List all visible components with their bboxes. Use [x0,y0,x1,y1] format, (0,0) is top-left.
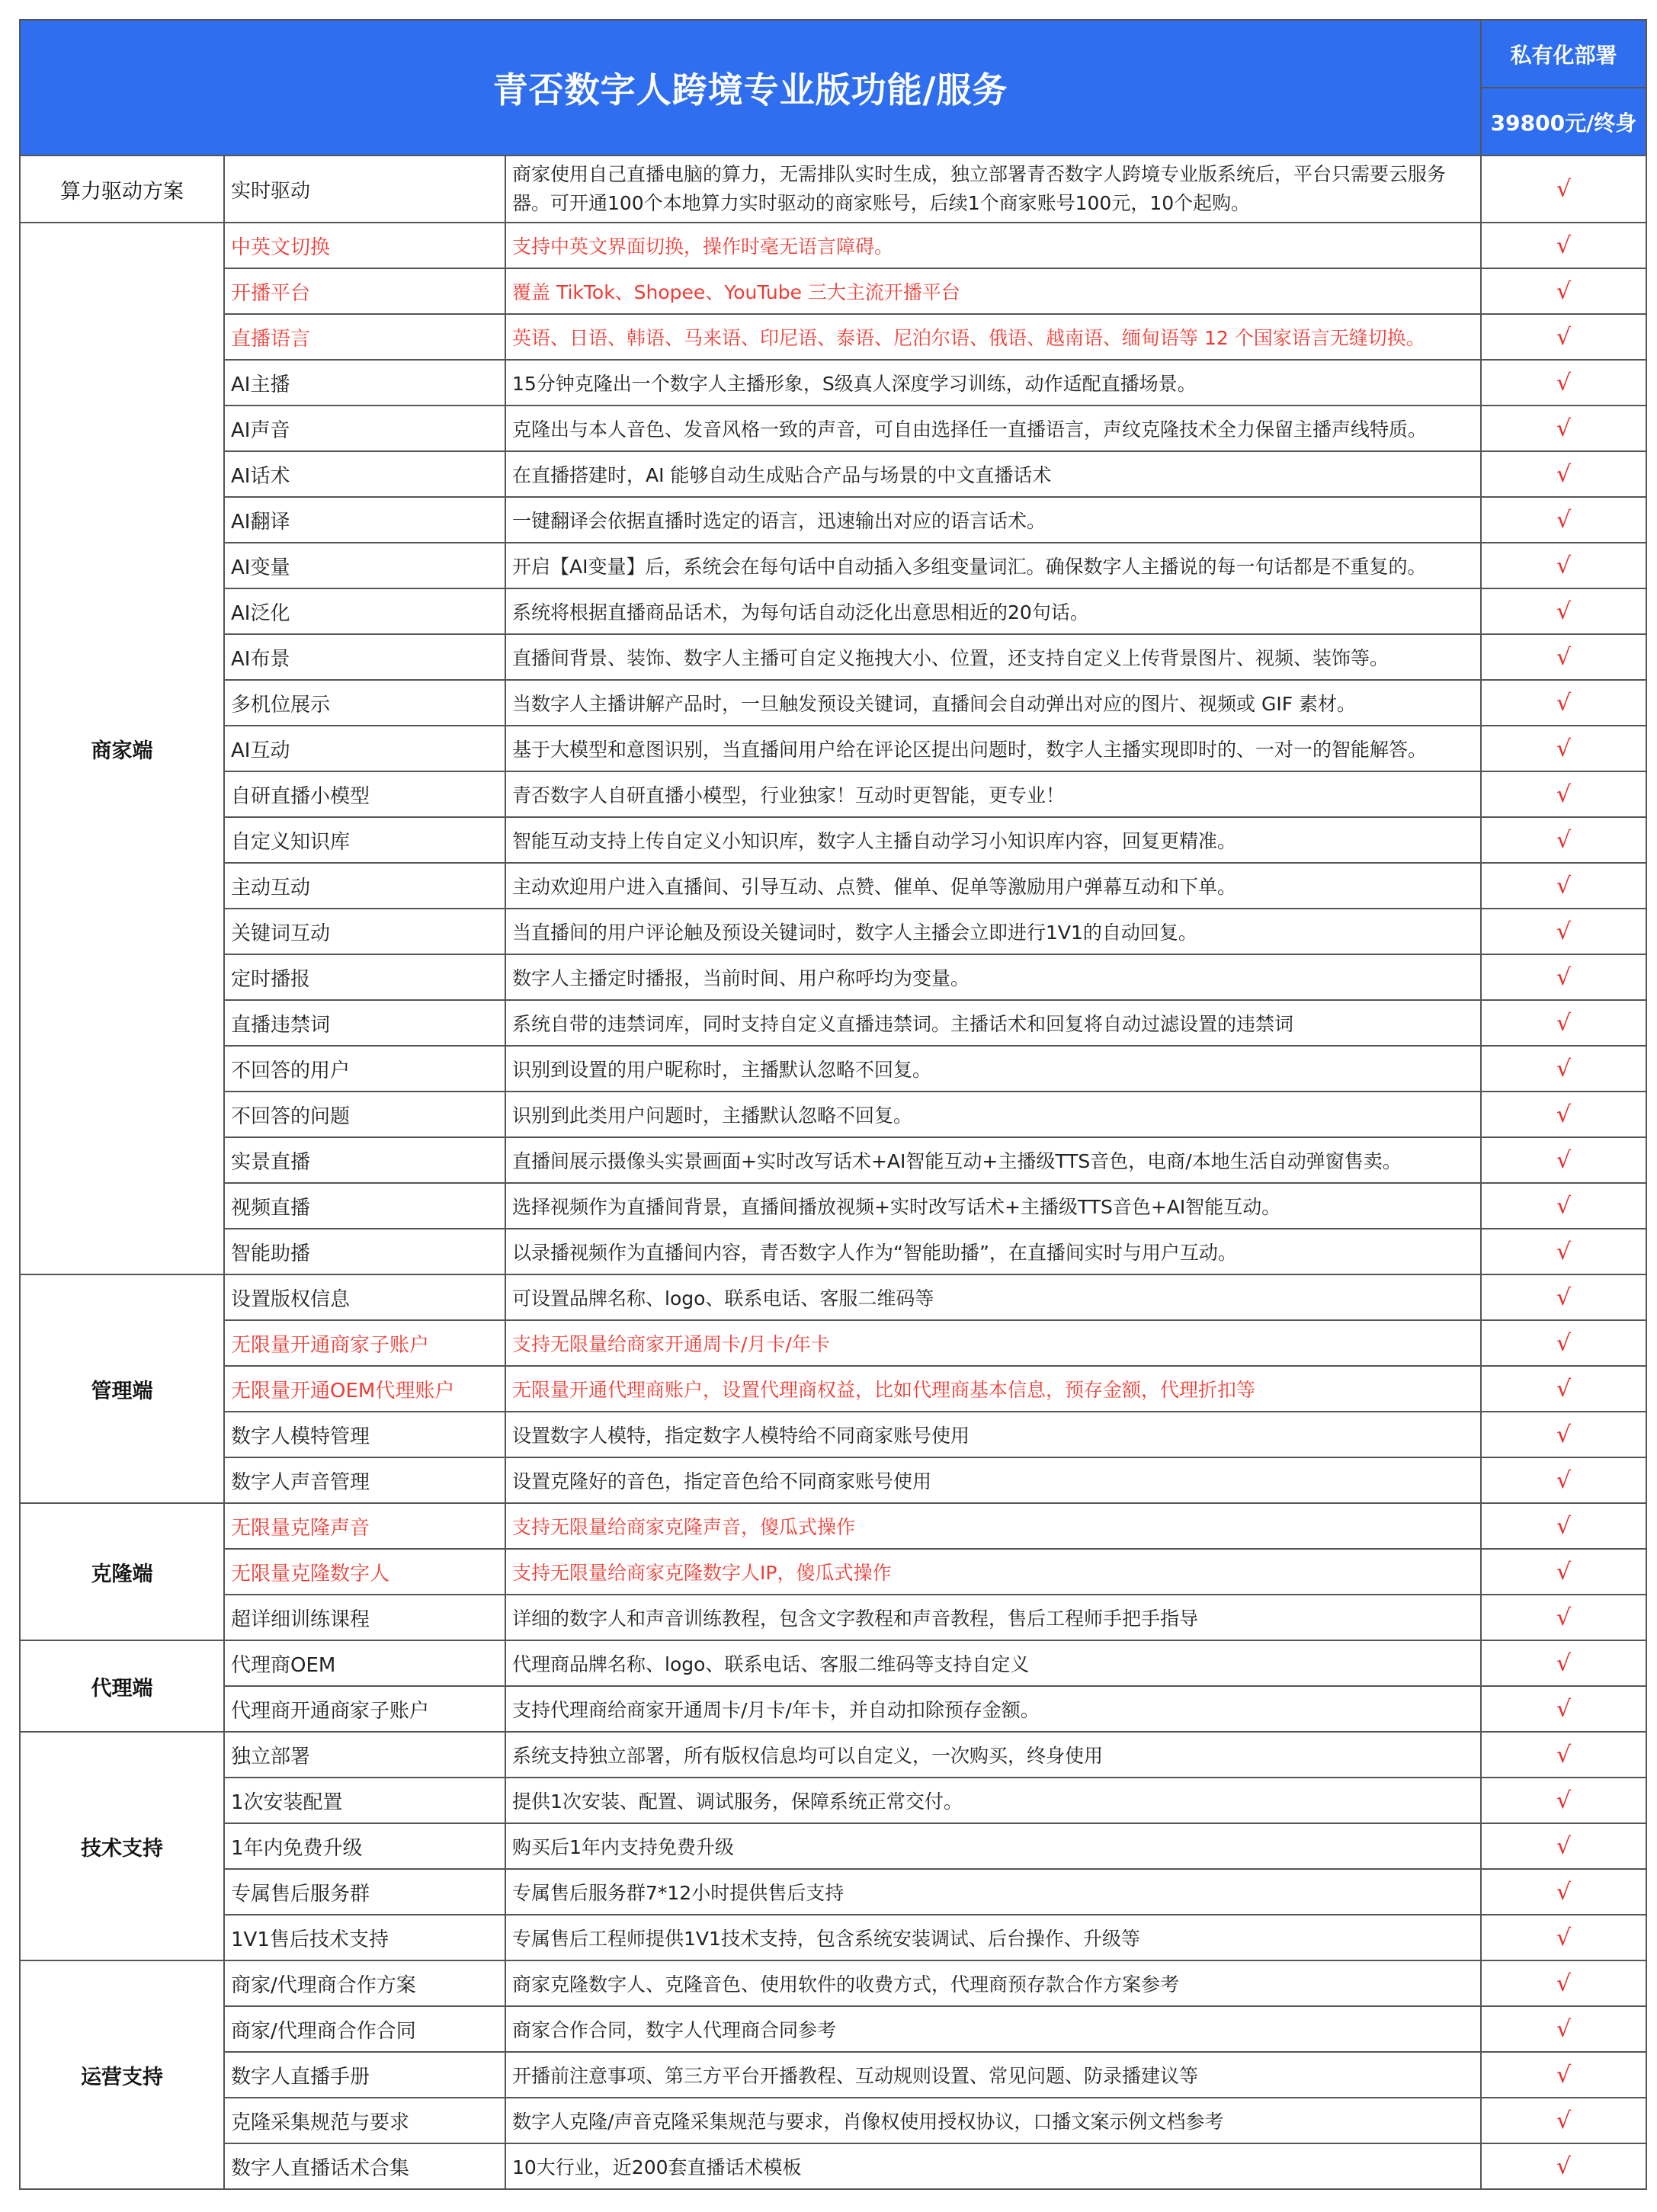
feature-name: 定时播报 [224,954,505,1000]
checkmark-icon: √ [1481,1686,1646,1732]
table-row [20,1869,1646,1915]
table-row [20,223,1646,268]
feature-description: 主动欢迎用户进入直播间、引导互动、点赞、催单、促单等激励用户弹幕互动和下单。 [505,863,1481,909]
feature-name: 直播违禁词 [224,1000,505,1046]
checkmark-icon: √ [1481,1503,1646,1549]
feature-name: 无限量开通商家子账户 [224,1320,505,1366]
feature-description: 支持无限量给商家克隆数字人IP，傻瓜式操作 [505,1549,1481,1595]
feature-name: 独立部署 [224,1732,505,1778]
feature-description: 专属售后工程师提供1V1技术支持，包含系统安装调试、后台操作、升级等 [505,1915,1481,1960]
feature-name: 数字人直播话术合集 [224,2143,505,2189]
checkmark-icon: √ [1481,1778,1646,1823]
feature-name: AI布景 [224,634,505,680]
feature-name: AI翻译 [224,497,505,543]
section-category: 运营支持 [20,1960,224,2189]
feature-description: 15分钟克隆出一个数字人主播形象，S级真人深度学习训练，动作适配直播场景。 [505,360,1481,406]
table-row [20,1686,1646,1732]
table-row [20,1503,1646,1549]
feature-description: 开启【AI变量】后，系统会在每句话中自动插入多组变量词汇。确保数字人主播说的每一句话都是不重复的。 [505,543,1481,588]
checkmark-icon: √ [1481,2143,1646,2189]
checkmark-icon: √ [1481,954,1646,1000]
feature-description: 克隆出与本人音色、发音风格一致的声音，可自由选择任一直播语言，声纹克隆技术全力保留主播声线特质。 [505,406,1481,451]
feature-name: 设置版权信息 [224,1274,505,1320]
feature-description: 支持无限量给商家开通周卡/月卡/年卡 [505,1320,1481,1366]
feature-description: 系统将根据直播商品话术，为每句话自动泛化出意思相近的20句话。 [505,588,1481,634]
feature-name: 无限量开通OEM代理账户 [224,1366,505,1412]
table-row [20,1778,1646,1823]
feature-description: 支持中英文界面切换，操作时毫无语言障碍。 [505,223,1481,268]
table-row [20,634,1646,680]
table-row [20,863,1646,909]
checkmark-icon: √ [1481,451,1646,497]
table-row [20,771,1646,817]
feature-description: 以录播视频作为直播间内容，青否数字人作为“智能助播”，在直播间实时与用户互动。 [505,1229,1481,1274]
table-row [20,817,1646,863]
checkmark-icon: √ [1481,1183,1646,1229]
feature-description: 购买后1年内支持免费升级 [505,1823,1481,1869]
table-row [20,2006,1646,2052]
section-category: 技术支持 [20,1732,224,1960]
table-row [20,406,1646,451]
checkmark-icon: √ [1481,360,1646,406]
feature-description: 系统自带的违禁词库，同时支持自定义直播违禁词。主播话术和回复将自动过滤设置的违禁词 [505,1000,1481,1046]
checkmark-icon: √ [1481,314,1646,360]
checkmark-icon: √ [1481,223,1646,268]
feature-description: 专属售后服务群7*12小时提供售后支持 [505,1869,1481,1915]
checkmark-icon: √ [1481,680,1646,726]
feature-name: 商家/代理商合作合同 [224,2006,505,2052]
table-row [20,543,1646,588]
table-row [20,726,1646,771]
checkmark-icon: √ [1481,1000,1646,1046]
feature-description: 数字人主播定时播报，当前时间、用户称呼均为变量。 [505,954,1481,1000]
feature-name: AI互动 [224,726,505,771]
feature-name: 实景直播 [224,1137,505,1183]
feature-name: 专属售后服务群 [224,1869,505,1915]
feature-name: AI泛化 [224,588,505,634]
checkmark-icon: √ [1481,155,1646,223]
feature-name: AI变量 [224,543,505,588]
table-row [20,497,1646,543]
checkmark-icon: √ [1481,1823,1646,1869]
feature-name: 无限量克隆声音 [224,1503,505,1549]
checkmark-icon: √ [1481,1869,1646,1915]
table-row [20,2143,1646,2189]
checkmark-icon: √ [1481,1137,1646,1183]
page-title: 青否数字人跨境专业版功能/服务 [20,20,1481,155]
feature-name: 不回答的问题 [224,1092,505,1137]
feature-name: 中英文切换 [224,223,505,268]
feature-name: 直播语言 [224,314,505,360]
feature-description: 当直播间的用户评论触及预设关键词时，数字人主播会立即进行1V1的自动回复。 [505,909,1481,954]
table-row [20,2098,1646,2143]
checkmark-icon: √ [1481,1092,1646,1137]
table-row [20,1229,1646,1274]
checkmark-icon: √ [1481,771,1646,817]
checkmark-icon: √ [1481,406,1646,451]
feature-description: 一键翻译会依据直播时选定的语言，迅速输出对应的语言话术。 [505,497,1481,543]
feature-description: 直播间展示摄像头实景画面+实时改写话术+AI智能互动+主播级TTS音色，电商/本地生活自动弹窗售卖。 [505,1137,1481,1183]
feature-name: 代理商OEM [224,1640,505,1686]
table-row [20,1137,1646,1183]
feature-description: 青否数字人自研直播小模型，行业独家！互动时更智能，更专业！ [505,771,1481,817]
table-row [20,1092,1646,1137]
feature-name: AI声音 [224,406,505,451]
feature-description: 英语、日语、韩语、马来语、印尼语、泰语、尼泊尔语、俄语、越南语、缅甸语等 12 个国家语言无缝切换。 [505,314,1481,360]
table-row [20,1915,1646,1960]
table-row [20,1274,1646,1320]
feature-name: 开播平台 [224,268,505,314]
table-row [20,680,1646,726]
table-row [20,451,1646,497]
checkmark-icon: √ [1481,1274,1646,1320]
feature-name: 自研直播小模型 [224,771,505,817]
feature-description: 商家合作合同，数字人代理商合同参考 [505,2006,1481,2052]
checkmark-icon: √ [1481,2052,1646,2098]
header-row-top [20,20,1646,88]
feature-description: 支持代理商给商家开通周卡/月卡/年卡，并自动扣除预存金额。 [505,1686,1481,1732]
feature-description: 系统支持独立部署，所有版权信息均可以自定义，一次购买，终身使用 [505,1732,1481,1778]
feature-name: 无限量克隆数字人 [224,1549,505,1595]
checkmark-icon: √ [1481,1595,1646,1640]
table-row [20,1183,1646,1229]
table-row [20,155,1646,223]
table-row [20,1732,1646,1778]
table-row [20,588,1646,634]
feature-description: 基于大模型和意图识别，当直播间用户给在评论区提出问题时，数字人主播实现即时的、一对一的智能解答。 [505,726,1481,771]
feature-description: 开播前注意事项、第三方平台开播教程、互动规则设置、常见问题、防录播建议等 [505,2052,1481,2098]
checkmark-icon: √ [1481,1732,1646,1778]
feature-description: 选择视频作为直播间背景，直播间播放视频+实时改写话术+主播级TTS音色+AI智能互动。 [505,1183,1481,1229]
table-row [20,1412,1646,1457]
table-row [20,1457,1646,1503]
table-row [20,909,1646,954]
checkmark-icon: √ [1481,1320,1646,1366]
feature-description: 直播间背景、装饰、数字人主播可自定义拖拽大小、位置，还支持自定义上传背景图片、视频、装饰等。 [505,634,1481,680]
feature-name: 数字人直播手册 [224,2052,505,2098]
feature-description: 支持无限量给商家克隆声音，傻瓜式操作 [505,1503,1481,1549]
checkmark-icon: √ [1481,634,1646,680]
table-row [20,954,1646,1000]
table-row [20,1549,1646,1595]
feature-description: 识别到此类用户问题时，主播默认忽略不回复。 [505,1092,1481,1137]
checkmark-icon: √ [1481,268,1646,314]
feature-description: 可设置品牌名称、logo、联系电话、客服二维码等 [505,1274,1481,1320]
feature-name: 实时驱动 [224,155,505,223]
plan-name: 私有化部署 [1481,20,1646,88]
feature-description: 商家克隆数字人、克隆音色、使用软件的收费方式，代理商预存款合作方案参考 [505,1960,1481,2006]
checkmark-icon: √ [1481,1457,1646,1503]
checkmark-icon: √ [1481,1960,1646,2006]
feature-description: 提供1次安装、配置、调试服务，保障系统正常交付。 [505,1778,1481,1823]
feature-description: 商家使用自己直播电脑的算力，无需排队实时生成，独立部署青否数字人跨境专业版系统后，平台只需要云服务器。可开通100个本地算力实时驱动的商家账号，后续1个商家账号100元，10个起购。 [505,155,1481,223]
checkmark-icon: √ [1481,1549,1646,1595]
checkmark-icon: √ [1481,1412,1646,1457]
feature-description: 智能互动支持上传自定义小知识库，数字人主播自动学习小知识库内容，回复更精准。 [505,817,1481,863]
feature-name: 自定义知识库 [224,817,505,863]
table-row [20,2052,1646,2098]
feature-name: AI话术 [224,451,505,497]
checkmark-icon: √ [1481,497,1646,543]
table-row [20,268,1646,314]
checkmark-icon: √ [1481,863,1646,909]
checkmark-icon: √ [1481,1366,1646,1412]
feature-name: 超详细训练课程 [224,1595,505,1640]
section-category: 算力驱动方案 [20,155,224,223]
feature-description: 10大行业，近200套直播话术模板 [505,2143,1481,2189]
section-category: 克隆端 [20,1503,224,1640]
checkmark-icon: √ [1481,588,1646,634]
table-row [20,1046,1646,1092]
feature-description: 详细的数字人和声音训练教程，包含文字教程和声音教程，售后工程师手把手指导 [505,1595,1481,1640]
feature-description: 数字人克隆/声音克隆采集规范与要求，肖像权使用授权协议，口播文案示例文档参考 [505,2098,1481,2143]
feature-name: 多机位展示 [224,680,505,726]
feature-table [19,19,1647,2190]
feature-table-container [19,19,1646,2190]
feature-name: 1年内免费升级 [224,1823,505,1869]
table-row [20,1000,1646,1046]
feature-description: 在直播搭建时，AI 能够自动生成贴合产品与场景的中文直播话术 [505,451,1481,497]
checkmark-icon: √ [1481,909,1646,954]
feature-name: 关键词互动 [224,909,505,954]
feature-name: 1次安装配置 [224,1778,505,1823]
table-row [20,1640,1646,1686]
table-row [20,1320,1646,1366]
table-row [20,1595,1646,1640]
feature-name: AI主播 [224,360,505,406]
feature-name: 数字人声音管理 [224,1457,505,1503]
feature-description: 覆盖 TikTok、Shopee、YouTube 三大主流开播平台 [505,268,1481,314]
checkmark-icon: √ [1481,1915,1646,1960]
checkmark-icon: √ [1481,2006,1646,2052]
table-row [20,314,1646,360]
section-category: 商家端 [20,223,224,1274]
feature-name: 不回答的用户 [224,1046,505,1092]
plan-price: 39800元/终身 [1481,88,1646,155]
feature-description: 识别到设置的用户昵称时，主播默认忽略不回复。 [505,1046,1481,1092]
feature-name: 1V1售后技术支持 [224,1915,505,1960]
checkmark-icon: √ [1481,726,1646,771]
table-row [20,1366,1646,1412]
feature-description: 无限量开通代理商账户，设置代理商权益，比如代理商基本信息，预存金额，代理折扣等 [505,1366,1481,1412]
feature-description: 设置数字人模特，指定数字人模特给不同商家账号使用 [505,1412,1481,1457]
checkmark-icon: √ [1481,817,1646,863]
feature-name: 商家/代理商合作方案 [224,1960,505,2006]
checkmark-icon: √ [1481,2098,1646,2143]
table-row [20,1960,1646,2006]
feature-description: 当数字人主播讲解产品时，一旦触发预设关键词，直播间会自动弹出对应的图片、视频或 GIF 素材。 [505,680,1481,726]
feature-name: 数字人模特管理 [224,1412,505,1457]
table-row [20,1823,1646,1869]
section-category: 代理端 [20,1640,224,1732]
feature-description: 代理商品牌名称、logo、联系电话、客服二维码等支持自定义 [505,1640,1481,1686]
checkmark-icon: √ [1481,1046,1646,1092]
section-category: 管理端 [20,1274,224,1503]
checkmark-icon: √ [1481,1229,1646,1274]
checkmark-icon: √ [1481,543,1646,588]
feature-name: 视频直播 [224,1183,505,1229]
table-row [20,360,1646,406]
checkmark-icon: √ [1481,1640,1646,1686]
feature-description: 设置克隆好的音色，指定音色给不同商家账号使用 [505,1457,1481,1503]
feature-name: 智能助播 [224,1229,505,1274]
feature-name: 克隆采集规范与要求 [224,2098,505,2143]
feature-name: 代理商开通商家子账户 [224,1686,505,1732]
feature-name: 主动互动 [224,863,505,909]
